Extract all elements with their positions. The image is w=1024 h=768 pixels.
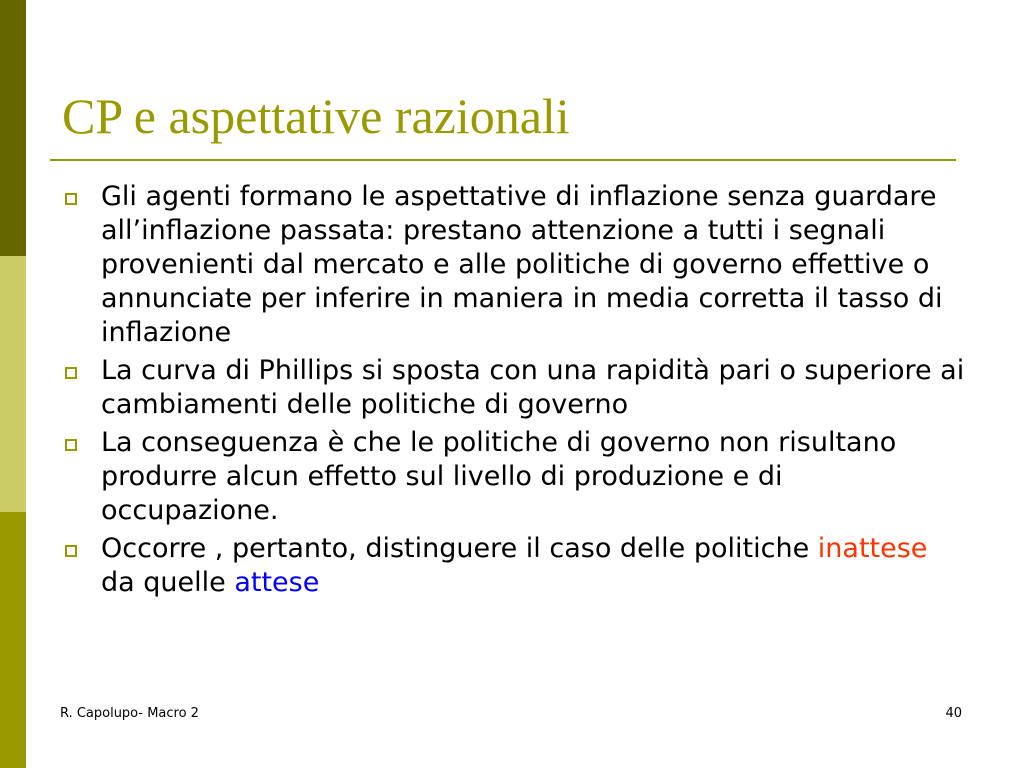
bullet-text [101, 533, 927, 598]
footer-author: R. Capolupo- Macro 2 [60, 706, 199, 721]
highlight-inattese: inattese [817, 533, 928, 564]
square-bullet-icon [65, 367, 77, 379]
bullet-item [62, 180, 967, 350]
bullet-item [62, 354, 967, 422]
square-bullet-icon [65, 193, 77, 205]
page-number: 40 [945, 706, 962, 721]
side-band-olive [0, 512, 26, 768]
bullet-text: La curva di Phillips si sposta con una rapidità pari o superiore ai cambiamenti delle politiche di governo [101, 355, 965, 420]
bullet-text: La conseguenza è che le politiche di governo non risultano produrre alcun effetto sul livello di produzione e di occupazione. [101, 427, 897, 526]
highlight-attese: attese [234, 567, 320, 598]
side-band-light [0, 256, 26, 512]
side-band-dark [0, 0, 26, 256]
slide-title: CP e aspettative razionali [62, 88, 570, 144]
bullet-text-middle: da quelle [101, 567, 235, 598]
bullet-list [62, 180, 967, 604]
bullet-item [62, 426, 967, 528]
bullet-text: Gli agenti formano le aspettative di inflazione senza guardare all’inflazione passata: prestano attenzione a tutti i segnali provenienti dal mercato e alle politiche di governo effettive o annunciate per inferire in maniera in media corretta il tasso di inflazione [101, 181, 943, 348]
title-divider [50, 159, 956, 161]
square-bullet-icon [65, 545, 77, 557]
bullet-item [62, 532, 967, 600]
bullet-text-start: Occorre , pertanto, distinguere il caso delle politiche [101, 533, 818, 564]
square-bullet-icon [65, 439, 77, 451]
